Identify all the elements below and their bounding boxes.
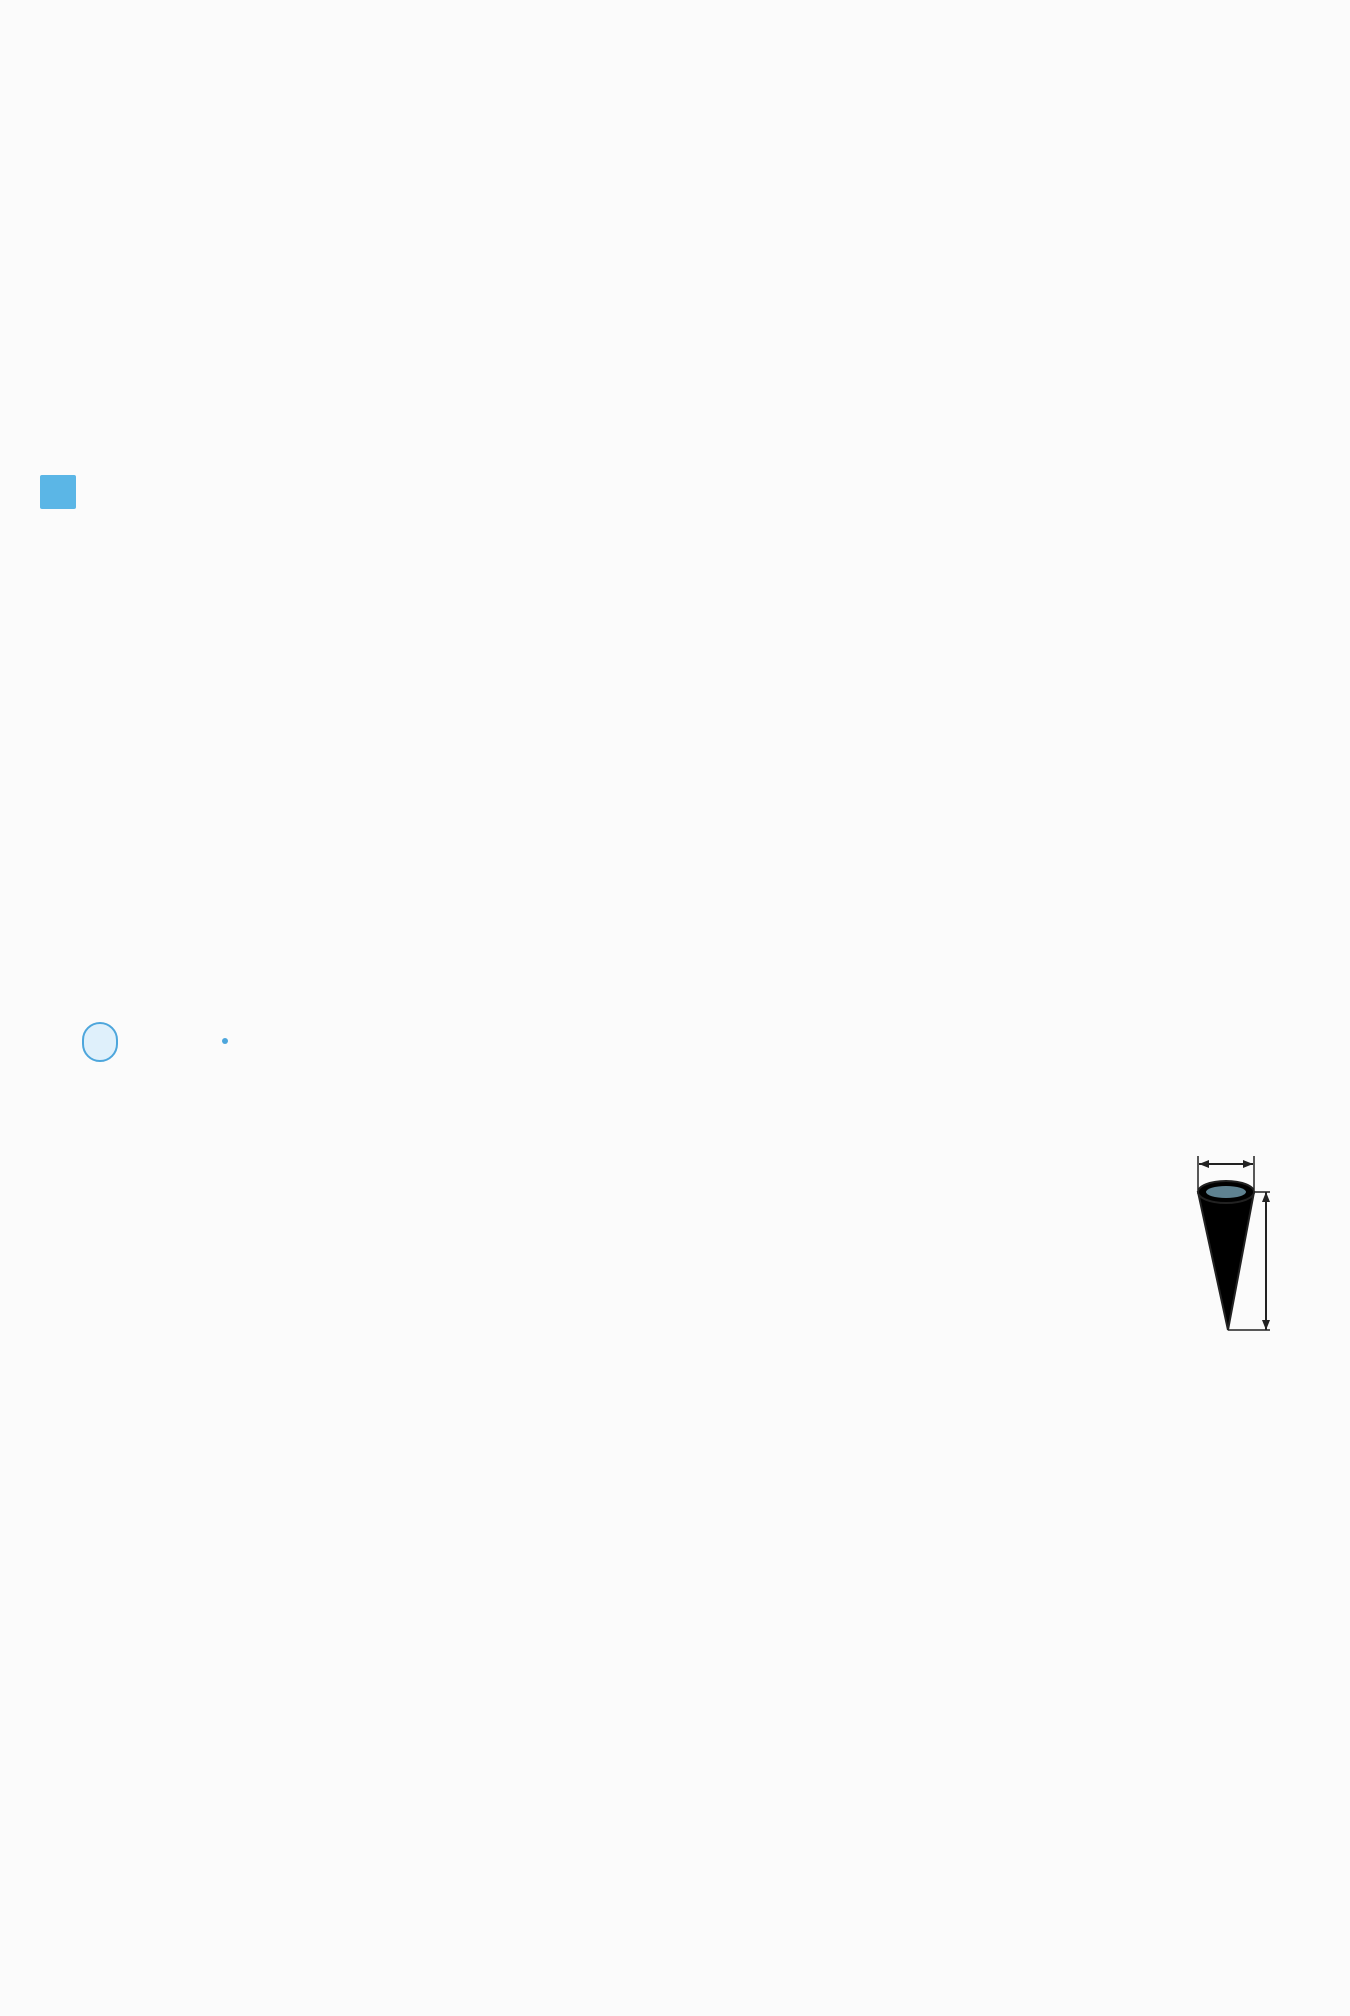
- cone-body: [1198, 1192, 1254, 1330]
- height-arrow-top: [1262, 1192, 1270, 1202]
- diameter-arrow-right: [1243, 1160, 1253, 1168]
- badge-dot: [222, 1038, 228, 1044]
- original-badge: [82, 1022, 118, 1062]
- diameter-arrow-left: [1199, 1160, 1209, 1168]
- height-arrow-bottom: [1262, 1320, 1270, 1330]
- section-six-icon: [40, 475, 76, 509]
- cone-top-inner: [1206, 1186, 1246, 1198]
- ice-cream-cone-figure: [1170, 1130, 1310, 1340]
